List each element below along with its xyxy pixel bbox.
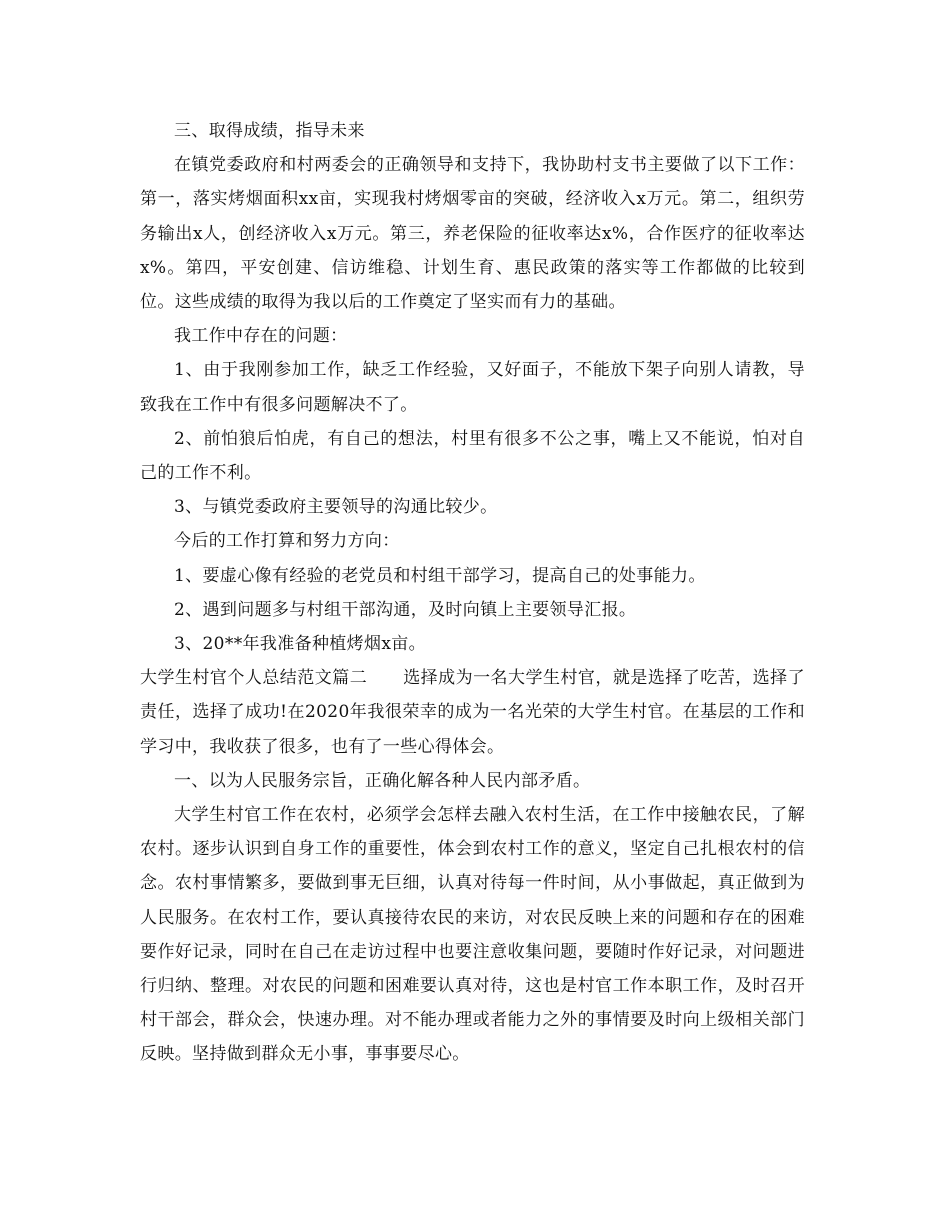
heading-serve-people: 一、以为人民服务宗旨，正确化解各种人民内部矛盾。 bbox=[174, 770, 591, 791]
problem-item-1: 1、由于我刚参加工作，缺乏工作经验，又好面子，不能放下架子向别人请教，导致我在工作中有很多问题解决不了。 bbox=[140, 360, 805, 415]
plan-item-1: 1、要虚心像有经验的老党员和村组干部学习，提高自己的处事能力。 bbox=[174, 565, 706, 586]
heading-plans: 今后的工作打算和努力方向： bbox=[174, 531, 400, 552]
document-body bbox=[140, 114, 805, 1072]
problem-item-3: 3、与镇党委政府主要领导的沟通比较少。 bbox=[174, 497, 498, 518]
paragraph-rural-work: 大学生村官工作在农村，必须学会怎样去融入农村生活，在工作中接触农民，了解农村。逐步认识到自身工作的重要性，体会到农村工作的意义，坚定自己扎根农村的信念。农村事情繁多，要做到事无巨细，认真对待每一件时间，从小事做起，真正做到为人民服务。在农村工作，要认真接待农民的来访，对农民反映上来的问题和存在的困难要作好记录，同时在自己在走访过程中也要注意收集问题，要随时作好记录，对问题进行归纳、整理。对农民的问题和困难要认真对待，这也是村官工作本职工作，及时召开村干部会，群众会，快速办理。对不能办理或者能力之外的事情要及时向上级相关部门反映。坚持做到群众无小事，事事要尽心。 bbox=[140, 805, 805, 1065]
heading-problems: 我工作中存在的问题： bbox=[174, 326, 348, 347]
plan-item-3: 3、20**年我准备种植烤烟x亩。 bbox=[174, 634, 426, 655]
plan-item-2: 2、遇到问题多与村组干部沟通，及时向镇上主要领导汇报。 bbox=[174, 599, 637, 620]
section2-intro-text: 选择成为一名大学生村官，就是选择了吃苦，选择了责任，选择了成功!在2020年我很荣幸的成为一名光荣的大学生村官。在基层的工作和学习中，我收获了很多，也有了一些心得体会。 bbox=[140, 668, 805, 757]
section2-title: 大学生村官个人总结范文篇二 bbox=[140, 668, 368, 689]
paragraph-achievements: 在镇党委政府和村两委会的正确领导和支持下，我协助村支书主要做了以下工作：第一，落实烤烟面积xx亩，实现我村烤烟零亩的突破，经济收入x万元。第二，组织劳务输出x人，创经济收入x万元。第三，养老保险的征收率达x%，合作医疗的征收率达x%。第四，平安创建、信访维稳、计划生育、惠民政策的落实等工作都做的比较到位。这些成绩的取得为我以后的工作奠定了坚实而有力的基础。 bbox=[140, 155, 805, 313]
section2-intro bbox=[140, 661, 805, 764]
heading-achievements: 三、取得成绩，指导未来 bbox=[174, 121, 365, 141]
problem-item-2: 2、前怕狼后怕虎，有自己的想法，村里有很多不公之事，嘴上又不能说，怕对自己的工作不利。 bbox=[140, 428, 805, 484]
